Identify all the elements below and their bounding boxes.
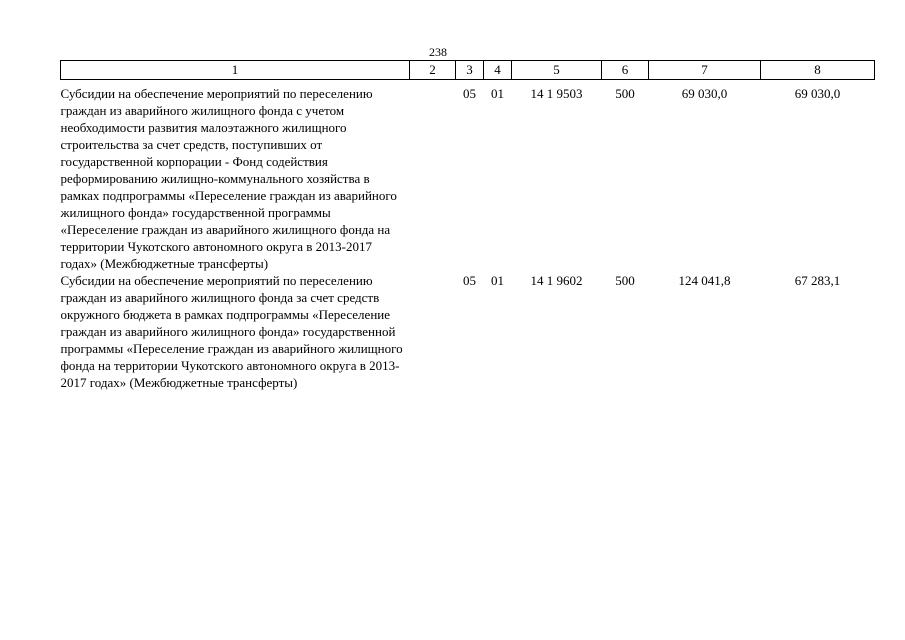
- column-header-5: 5: [512, 61, 602, 80]
- row-subsection: 01: [491, 273, 504, 288]
- row-expense-type: 500: [615, 273, 635, 288]
- column-header-3: 3: [456, 61, 484, 80]
- column-header-1: 1: [61, 61, 410, 80]
- row-target-article: 14 1 9503: [530, 86, 583, 101]
- row-amount-1: 69 030,0: [681, 86, 728, 101]
- column-header-2: 2: [410, 61, 456, 80]
- row-description: Субсидии на обеспечение мероприятий по переселению граждан из аварийного жилищного фонда с учетом необходимости развития малоэтажного жилищного строительства за счет средств, поступивших от государственной корпорации - Фонд содействия реформированию жилищно-коммунального хозяйства в рамках подпрограммы «Переселение граждан из аварийного жилищного фонда» государственной программы «Переселение граждан из аварийного жилищного фонда на территории Чукотского автономного округа в 2013-2017 годах» (Межбюджетные трансферты): [60, 86, 397, 271]
- page-number: 238: [429, 45, 447, 59]
- table-row: [61, 80, 875, 273]
- column-header-8: 8: [761, 61, 875, 80]
- row-amount-1: 124 041,8: [678, 273, 731, 288]
- row-section: 05: [463, 86, 476, 101]
- row-amount-2: 67 283,1: [794, 273, 841, 288]
- column-header-6: 6: [602, 61, 649, 80]
- column-header-4: 4: [484, 61, 512, 80]
- row-section: 05: [463, 273, 476, 288]
- table-row: [61, 272, 875, 391]
- row-col2: [410, 272, 456, 391]
- row-description: Субсидии на обеспечение мероприятий по переселению граждан из аварийного жилищного фонда за счет средств окружного бюджета в рамках подпрограммы «Переселение граждан из аварийного жилищного фонда» государственной программы «Переселение граждан из аварийного жилищного фонда на территории Чукотского автономного округа в 2013-2017 годах» (Межбюджетные трансферты): [60, 273, 403, 390]
- row-target-article: 14 1 9602: [530, 273, 583, 288]
- row-subsection: 01: [491, 86, 504, 101]
- budget-table: [60, 60, 875, 391]
- row-amount-2: 69 030,0: [794, 86, 841, 101]
- row-col2: [410, 80, 456, 273]
- column-header-7: 7: [649, 61, 761, 80]
- row-expense-type: 500: [615, 86, 635, 101]
- column-number-header-row: [61, 61, 875, 80]
